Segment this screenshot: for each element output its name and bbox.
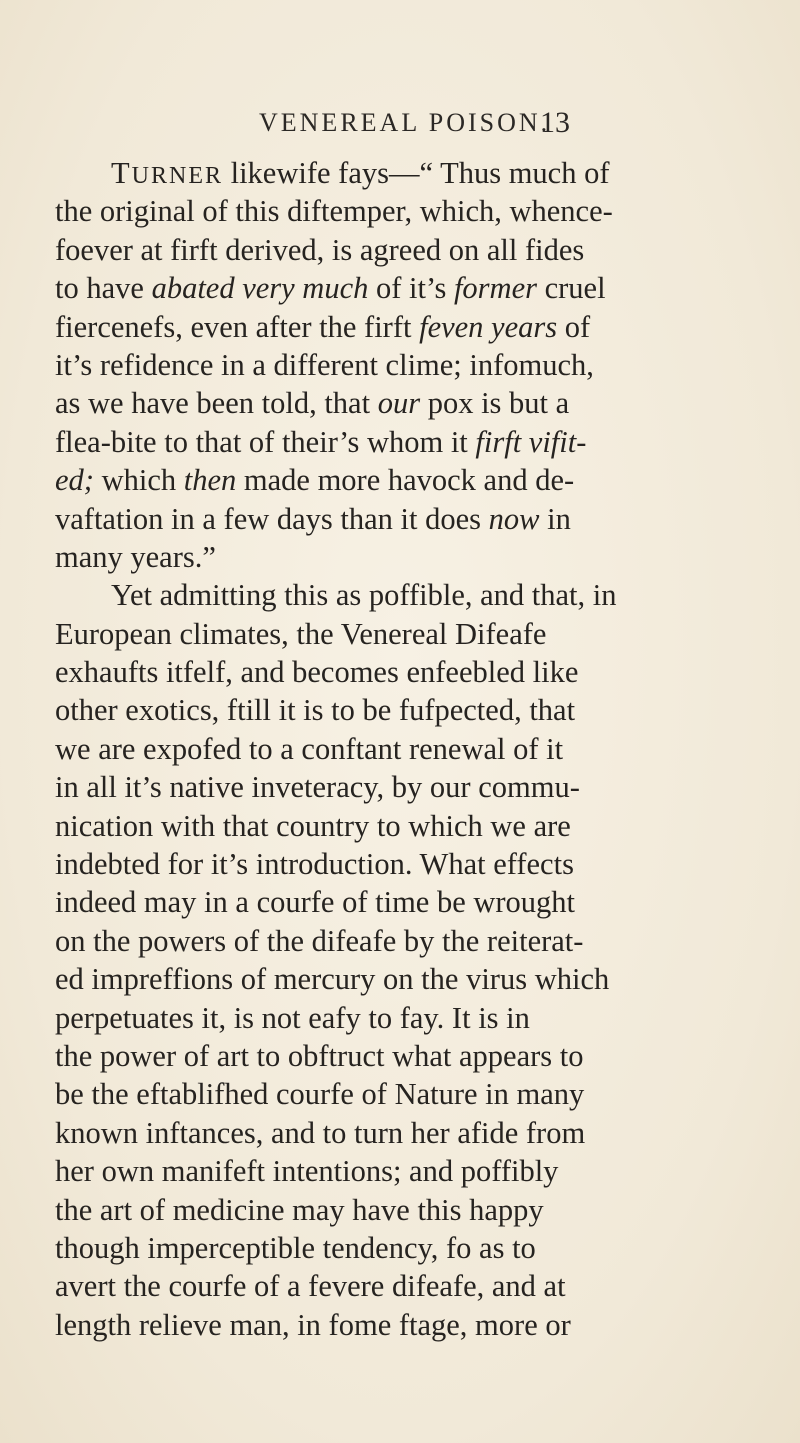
text-line: to have abated very much of it’s former cruel [55, 271, 606, 306]
text-line: length relieve man, in fome ftage, more or [55, 1307, 571, 1342]
text-line: though imperceptible tendency, fo as to [55, 1230, 536, 1265]
text-line: her own manifeft intentions; and poffibly [55, 1154, 559, 1189]
text-line: many years.” [55, 539, 216, 574]
running-head [0, 108, 800, 148]
text-line: avert the courfe of a fevere difeafe, and at [55, 1269, 566, 1304]
text-line: the power of art to obftruct what appears to [55, 1038, 584, 1073]
text-line: perpetuates it, is not eafy to fay. It is in [55, 1000, 530, 1035]
text-line: the original of this diftemper, which, whence- [55, 194, 613, 229]
text-line: the art of medicine may have this happy [55, 1192, 544, 1227]
text-line: known inftances, and to turn her afide from [55, 1115, 586, 1150]
text-line: European climates, the Venereal Difeafe [55, 616, 547, 651]
text-line: other exotics, ftill it is to be fufpected, that [55, 693, 576, 728]
text-line: indebted for it’s introduction. What effects [55, 847, 574, 882]
text-line: TURNER likewife fays—“ Thus much of [111, 156, 610, 190]
text-line: flea-bite to that of their’s whom it firft vifit- [55, 424, 587, 459]
running-head-title: VENEREAL POISON. [259, 108, 551, 137]
text-line: exhaufts itfelf, and becomes enfeebled like [55, 655, 579, 690]
text-line: Yet admitting this as poffible, and that, in [111, 578, 617, 613]
text-line: it’s refidence in a different clime; infomuch, [55, 347, 594, 382]
text-line: we are expofed to a conftant renewal of it [55, 731, 564, 766]
text-line: vaftation in a few days than it does now in [55, 501, 571, 536]
text-line: ed; which then made more havock and de- [55, 463, 575, 498]
text-line: ed impreffions of mercury on the virus which [55, 962, 610, 997]
text-line: as we have been told, that our pox is but a [55, 386, 570, 421]
text-line: be the eftablifhed courfe of Nature in many [55, 1077, 585, 1112]
small-caps-name: TURNER [111, 156, 223, 190]
text-line: foever at firft derived, is agreed on all fides [55, 232, 585, 267]
text-line: indeed may in a courfe of time be wrought [55, 885, 576, 920]
text-line: in all it’s native inveteracy, by our commu- [55, 770, 580, 805]
text-line: nication with that country to which we are [55, 808, 571, 843]
text-line: on the powers of the difeafe by the reiterat- [55, 923, 584, 958]
page-number: 13 [540, 106, 570, 139]
text-line: fiercenefs, even after the firft feven years of [55, 309, 591, 344]
body-text [55, 154, 745, 1344]
